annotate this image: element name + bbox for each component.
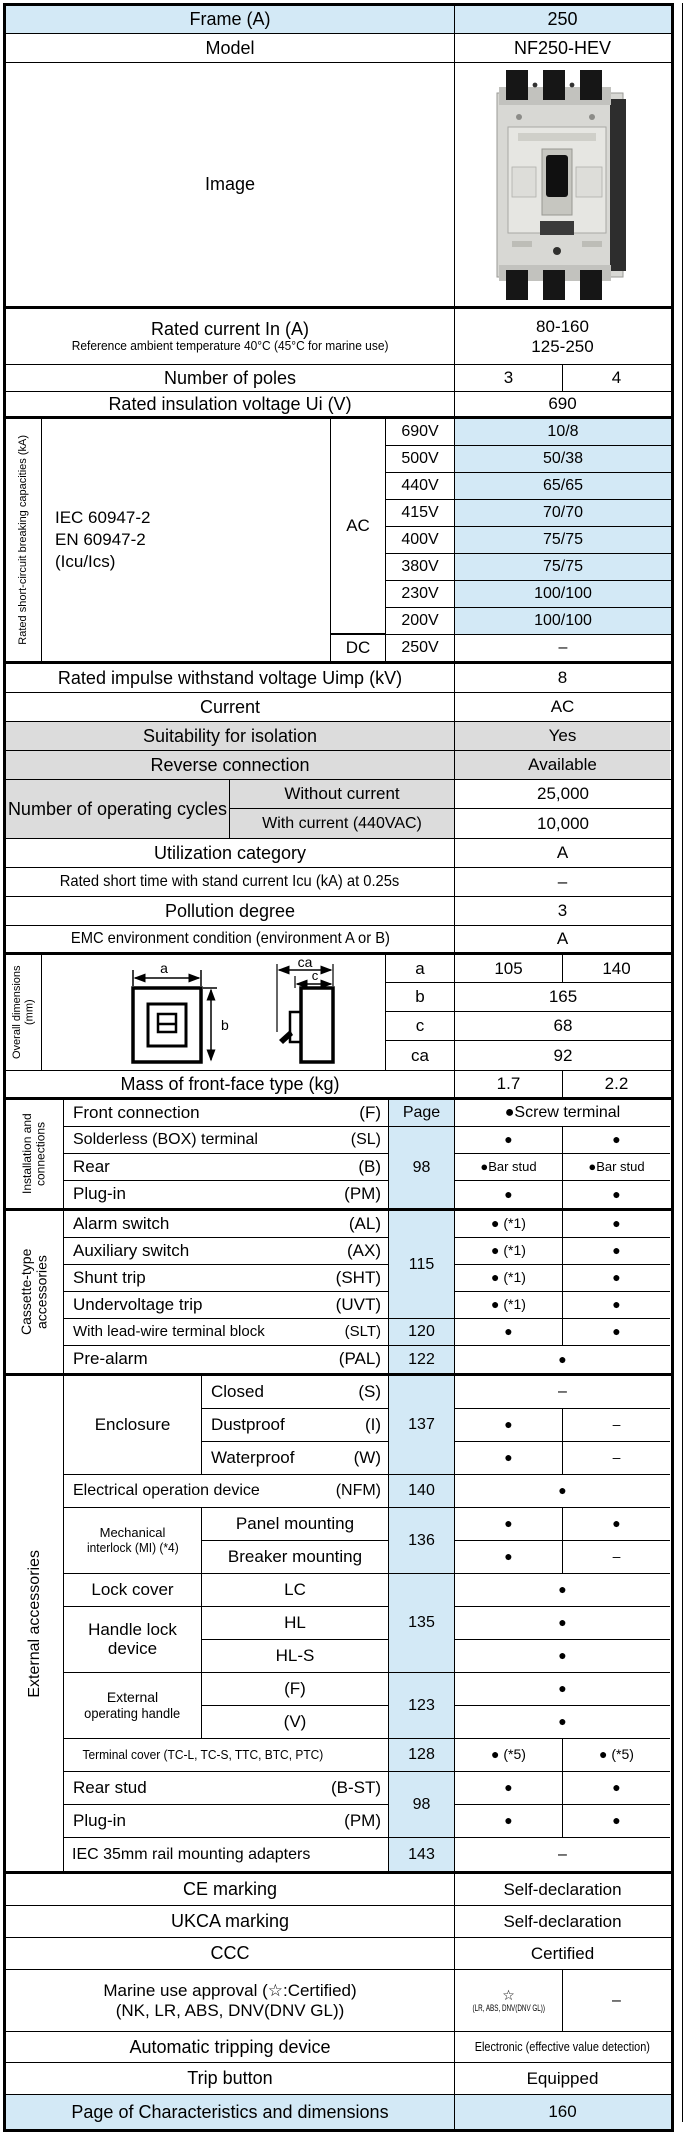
isolation-row	[6, 722, 671, 751]
installation-side-label: Installation and connections	[20, 1113, 48, 1195]
diagram-c-label: c	[311, 967, 318, 983]
ext-handle-f-code: (F)	[202, 1673, 389, 1706]
uvt-3p: ● (*1)	[455, 1292, 563, 1319]
cycles-label: Number of operating cycles	[6, 780, 230, 838]
utilization-value: A	[556, 843, 569, 863]
breaking-value: –	[558, 639, 568, 657]
model-row	[6, 34, 671, 63]
breaking-ac-label: AC	[331, 419, 386, 634]
utilization-label: Utilization category	[6, 839, 455, 867]
adjacent-column-border	[682, 3, 683, 2122]
ce-value: Self-declaration	[503, 1879, 622, 1899]
breaking-row-440	[386, 473, 671, 500]
lock-cover-value: ●	[455, 1574, 670, 1607]
rated-current-value-2: 125-250	[531, 336, 594, 356]
cycles-without-value: 25,000	[537, 784, 589, 804]
mechanical-interlock-label: Mechanical interlock (MI) (*4)	[64, 1508, 202, 1574]
enclosure-closed-label: Closed (S)	[202, 1376, 389, 1409]
auto-trip-value-cell	[455, 2032, 670, 2062]
ce-row	[6, 1874, 671, 1906]
pre-alarm-label: Pre-alarm (PAL)	[64, 1346, 389, 1373]
ukca-value: Self-declaration	[503, 1911, 622, 1931]
pre-alarm-value: ●	[558, 1350, 567, 1367]
breaking-value: 70/70	[455, 500, 671, 526]
breaking-value: 50/38	[455, 446, 671, 472]
plugin-label: Plug-in (PM)	[64, 1181, 389, 1208]
characteristics-page-value: 160	[548, 2102, 577, 2122]
voltage-label: 380V	[386, 554, 455, 580]
cycles-without-row	[230, 780, 671, 809]
frame-value: 250	[547, 9, 578, 30]
dim-a-3p: 105	[455, 955, 563, 982]
cycles-with-value: 10,000	[537, 813, 589, 833]
hls-value: ●	[455, 1640, 670, 1673]
voltage-label: 500V	[386, 446, 455, 472]
dim-b-value: 165	[548, 987, 578, 1007]
voltage-label: 200V	[386, 608, 455, 634]
poles-value-4p: 4	[611, 368, 622, 388]
voltage-label: 250V	[386, 635, 455, 661]
dimensions-side-label-cell	[6, 955, 42, 1070]
trip-button-label: Trip button	[6, 2063, 455, 2094]
voltage-label: 400V	[386, 527, 455, 553]
breaking-side-label: Rated short-circuit breaking capacities (kA)	[17, 435, 30, 645]
characteristics-page-row	[6, 2095, 671, 2129]
breaking-dc-label: DC	[331, 635, 386, 661]
mass-label: Mass of front-face type (kg)	[6, 1071, 455, 1097]
short-time-label-cell	[6, 868, 455, 896]
front-connection-label: Front connection (F)	[64, 1100, 389, 1127]
insulation-value: 690	[548, 394, 577, 414]
diagram-a-label: a	[159, 959, 168, 976]
image-row	[6, 63, 671, 309]
hl-value: ●	[455, 1607, 670, 1640]
cycles-with-row	[230, 809, 671, 838]
rated-current-row	[6, 309, 671, 365]
breaking-standard-cell	[42, 419, 331, 661]
voltage-label: 415V	[386, 500, 455, 526]
marine-label-cell	[6, 1970, 455, 2031]
plugin-4p: ●	[612, 1185, 621, 1202]
insulation-row	[6, 392, 671, 419]
poles-row	[6, 365, 671, 392]
poles-label: Number of poles	[6, 365, 455, 391]
external-page-140: 140	[389, 1475, 455, 1508]
breaking-value: 75/75	[455, 527, 671, 553]
poles-value-3p: 3	[455, 365, 563, 391]
external-page-135: 135	[389, 1574, 455, 1673]
ccc-row	[6, 1938, 671, 1970]
enclosure-closed-value: –	[455, 1376, 670, 1409]
current-row	[6, 693, 671, 722]
rear-stud-4p: ●	[563, 1772, 670, 1805]
solderless-label: Solderless (BOX) terminal (SL)	[64, 1127, 389, 1154]
marine-star: ☆	[502, 1986, 515, 2003]
model-label: Model	[6, 34, 455, 62]
dim-key: ca	[386, 1041, 455, 1070]
breaking-row-415	[386, 500, 671, 527]
voltage-label: 440V	[386, 473, 455, 499]
dimension-diagram	[49, 958, 379, 1068]
auto-trip-label: Automatic tripping device	[6, 2032, 455, 2062]
ext-handle-v-value: ●	[455, 1706, 670, 1739]
cycles-with-label: With current (440VAC)	[230, 809, 455, 838]
insulation-label: Rated insulation voltage Ui (V)	[6, 392, 455, 416]
mass-row	[6, 1071, 671, 1100]
alarm-switch-label: Alarm switch (AL)	[64, 1211, 389, 1238]
dim-row-a	[386, 955, 671, 983]
pollution-value: 3	[557, 901, 568, 921]
breaking-row-400	[386, 527, 671, 554]
mass-3p: 1.7	[455, 1071, 563, 1097]
trip-button-value: Equipped	[526, 2068, 599, 2088]
enclosure-label: Enclosure	[64, 1376, 202, 1475]
external-page-143: 143	[389, 1838, 455, 1871]
dim-a-4p: 140	[602, 958, 631, 978]
current-value: AC	[550, 697, 575, 717]
installation-side-label-cell	[6, 1100, 64, 1208]
rated-current-label: Rated current In (A)	[150, 319, 310, 340]
uimp-value: 8	[557, 668, 568, 688]
dim-ca-value: 92	[553, 1045, 573, 1065]
handle-lock-label: Handle lock device	[64, 1607, 202, 1673]
cassette-section	[6, 1211, 671, 1376]
marine-row	[6, 1970, 671, 2032]
external-page-123: 123	[389, 1673, 455, 1739]
auto-trip-value: Electronic (effective value detection)	[474, 2038, 651, 2054]
breaking-dc-row	[331, 634, 671, 661]
breaking-row-380	[386, 554, 671, 581]
external-page-98: 98	[389, 1772, 455, 1838]
ce-label: CE marking	[6, 1874, 455, 1905]
aux-4p: ●	[563, 1238, 670, 1265]
ccc-label: CCC	[6, 1938, 455, 1969]
breaking-value: 100/100	[455, 608, 671, 634]
dimensions-section	[6, 955, 671, 1071]
dimensions-side-label: Overall dimensions (mm)	[11, 965, 36, 1060]
rail-adapter-value: –	[558, 1845, 567, 1863]
product-image-cell	[455, 63, 670, 306]
plugin-3p: ●	[455, 1181, 563, 1208]
hls-code: HL-S	[202, 1640, 389, 1673]
uimp-label: Rated impulse withstand voltage Uimp (kV)	[6, 664, 455, 692]
rear-4p: ●Bar stud	[563, 1154, 670, 1181]
slt-4p: ●	[563, 1319, 670, 1346]
enclosure-dustproof-label: Dustproof (I)	[202, 1409, 389, 1442]
breaking-standard: IEC 60947-2 EN 60947-2 (Icu/Ics)	[55, 507, 151, 572]
external-page-137: 137	[389, 1376, 455, 1475]
marine-3p-cell	[455, 1970, 563, 2031]
marine-societies: (LR, ABS, DNV(DNV GL))	[472, 2003, 545, 2014]
waterproof-4p: –	[563, 1442, 670, 1475]
panel-mounting-4p: ●	[563, 1508, 670, 1541]
breaking-ac-group	[331, 419, 671, 634]
dim-key: c	[386, 1012, 455, 1040]
uvt-label: Undervoltage trip (UVT)	[64, 1292, 389, 1319]
pollution-row	[6, 897, 671, 926]
pollution-label: Pollution degree	[6, 897, 455, 925]
enclosure-waterproof-label: Waterproof (W)	[202, 1442, 389, 1475]
aux-3p: ● (*1)	[455, 1238, 563, 1265]
lock-cover-code: LC	[202, 1574, 389, 1607]
dustproof-4p: –	[563, 1409, 670, 1442]
nfm-value: ●	[455, 1475, 670, 1508]
page-column-header: Page	[389, 1100, 455, 1127]
cassette-page-115: 115	[389, 1211, 455, 1319]
external-side-label-cell	[6, 1376, 64, 1871]
uimp-row	[6, 664, 671, 693]
external-plugin-label: Plug-in (PM)	[64, 1805, 389, 1838]
emc-value: A	[556, 929, 569, 949]
ccc-value: Certified	[530, 1943, 595, 1963]
external-handle-label: External operating handle	[64, 1673, 202, 1739]
external-side-label: External accessories	[25, 1549, 43, 1698]
short-time-label: Rated short time with stand current Icu (kA) at 0.25s	[60, 873, 400, 891]
terminal-cover-3p: ● (*5)	[455, 1739, 563, 1772]
cassette-side-label-cell	[6, 1211, 64, 1373]
image-label: Image	[6, 63, 455, 306]
voltage-label: 230V	[386, 581, 455, 607]
solderless-3p: ●	[455, 1127, 563, 1154]
reverse-row	[6, 751, 671, 780]
dim-row-b	[386, 983, 671, 1012]
rated-current-value-1: 80-160	[536, 317, 589, 337]
short-time-row	[6, 868, 671, 897]
cassette-page-122: 122	[389, 1346, 455, 1373]
reverse-value: Available	[455, 751, 670, 779]
characteristics-page-label: Page of Characteristics and dimensions	[6, 2095, 455, 2129]
breaking-row-500	[386, 446, 671, 473]
short-time-value: –	[557, 872, 568, 892]
hl-code: HL	[202, 1607, 389, 1640]
lock-cover-label: Lock cover	[64, 1574, 202, 1607]
frame-row	[6, 6, 671, 34]
terminal-cover-4p: ● (*5)	[563, 1739, 670, 1772]
breaking-row-200	[386, 608, 671, 634]
slt-label: With lead-wire terminal block (SLT)	[64, 1319, 389, 1346]
breaker-mounting-label: Breaker mounting	[202, 1541, 389, 1574]
ext-handle-v-code: (V)	[202, 1706, 389, 1739]
breaking-row-690	[386, 419, 671, 446]
uvt-4p: ●	[563, 1292, 670, 1319]
breaker-mounting-4p: –	[563, 1541, 670, 1574]
emc-label: EMC environment condition (environment A or B)	[70, 930, 390, 948]
marine-label-line1: Marine use approval (☆:Certified)	[103, 1981, 357, 2001]
breaking-side-label-cell	[6, 419, 42, 661]
rated-current-label-cell	[6, 309, 455, 364]
alarm-4p: ●	[563, 1211, 670, 1238]
rear-stud-label: Rear stud (B-ST)	[64, 1772, 389, 1805]
ukca-label: UKCA marking	[6, 1906, 455, 1937]
installation-section	[6, 1100, 671, 1211]
spec-table	[3, 3, 674, 2132]
terminal-cover-label: Terminal cover (TC-L, TC-S, TTC, BTC, PTC)	[64, 1739, 389, 1772]
nfm-label: Electrical operation device (NFM)	[64, 1475, 389, 1508]
cycles-without-label: Without current	[230, 780, 455, 808]
shunt-4p: ●	[563, 1265, 670, 1292]
breaker-mounting-3p: ●	[455, 1541, 563, 1574]
marine-4p-cell: –	[612, 1991, 621, 2009]
dimension-diagram-cell	[42, 955, 386, 1070]
isolation-label: Suitability for isolation	[6, 722, 455, 750]
shunt-3p: ● (*1)	[455, 1265, 563, 1292]
rated-current-value-cell	[455, 309, 670, 364]
external-plugin-4p: ●	[563, 1805, 670, 1838]
emc-row	[6, 926, 671, 955]
diagram-ca-label: ca	[297, 957, 312, 970]
mass-4p: 2.2	[604, 1074, 629, 1094]
current-label: Current	[6, 693, 455, 721]
dim-key: b	[386, 983, 455, 1011]
trip-button-row	[6, 2063, 671, 2095]
breaking-value: 65/65	[455, 473, 671, 499]
isolation-value: Yes	[455, 722, 670, 750]
breaking-value: 75/75	[455, 554, 671, 580]
rear-label: Rear (B)	[64, 1154, 389, 1181]
waterproof-3p: ●	[455, 1442, 563, 1475]
alarm-3p: ● (*1)	[455, 1211, 563, 1238]
diagram-b-label: b	[220, 1016, 229, 1033]
breaking-capacities-section	[6, 419, 671, 664]
breaking-values	[331, 419, 671, 661]
model-value: NF250-HEV	[513, 37, 612, 58]
aux-switch-label: Auxiliary switch (AX)	[64, 1238, 389, 1265]
rail-adapter-label: IEC 35mm rail mounting adapters	[64, 1838, 389, 1871]
dim-c-value: 68	[553, 1016, 573, 1036]
shunt-trip-label: Shunt trip (SHT)	[64, 1265, 389, 1292]
dustproof-3p: ●	[455, 1409, 563, 1442]
cassette-side-label: Cassette-type accessories	[17, 1248, 50, 1336]
ext-handle-f-value: ●	[455, 1673, 670, 1706]
dim-row-ca	[386, 1041, 671, 1070]
marine-label-line2: (NK, LR, ABS, DNV(DNV GL))	[115, 2000, 345, 2020]
emc-label-cell	[6, 926, 455, 952]
dimension-values	[386, 955, 671, 1070]
external-section	[6, 1376, 671, 1874]
dim-row-c	[386, 1012, 671, 1041]
utilization-row	[6, 839, 671, 868]
ukca-row	[6, 1906, 671, 1938]
front-connection-value: ●Screw terminal	[455, 1100, 670, 1127]
cassette-page-120: 120	[389, 1319, 455, 1346]
panel-mounting-label: Panel mounting	[202, 1508, 389, 1541]
rated-current-sublabel: Reference ambient temperature 40°C (45°C for marine use)	[71, 338, 389, 354]
breaking-value: 10/8	[455, 419, 671, 445]
rear-stud-3p: ●	[455, 1772, 563, 1805]
reverse-label: Reverse connection	[6, 751, 455, 779]
frame-label: Frame (A)	[6, 6, 455, 33]
external-plugin-3p: ●	[455, 1805, 563, 1838]
solderless-4p: ●	[563, 1127, 670, 1154]
external-page-136: 136	[389, 1508, 455, 1574]
installation-page-98: 98	[389, 1127, 455, 1208]
dim-key: a	[386, 955, 455, 982]
external-page-128: 128	[389, 1739, 455, 1772]
rear-3p: ●Bar stud	[455, 1154, 563, 1181]
breaking-row-230	[386, 581, 671, 608]
breaking-value: 100/100	[455, 581, 671, 607]
slt-3p: ●	[455, 1319, 563, 1346]
panel-mounting-3p: ●	[455, 1508, 563, 1541]
breaking-ac-rows	[386, 419, 671, 634]
breaker-product-image	[488, 69, 638, 301]
voltage-label: 690V	[386, 419, 455, 445]
auto-trip-row	[6, 2032, 671, 2063]
cycles-rows	[6, 780, 671, 839]
